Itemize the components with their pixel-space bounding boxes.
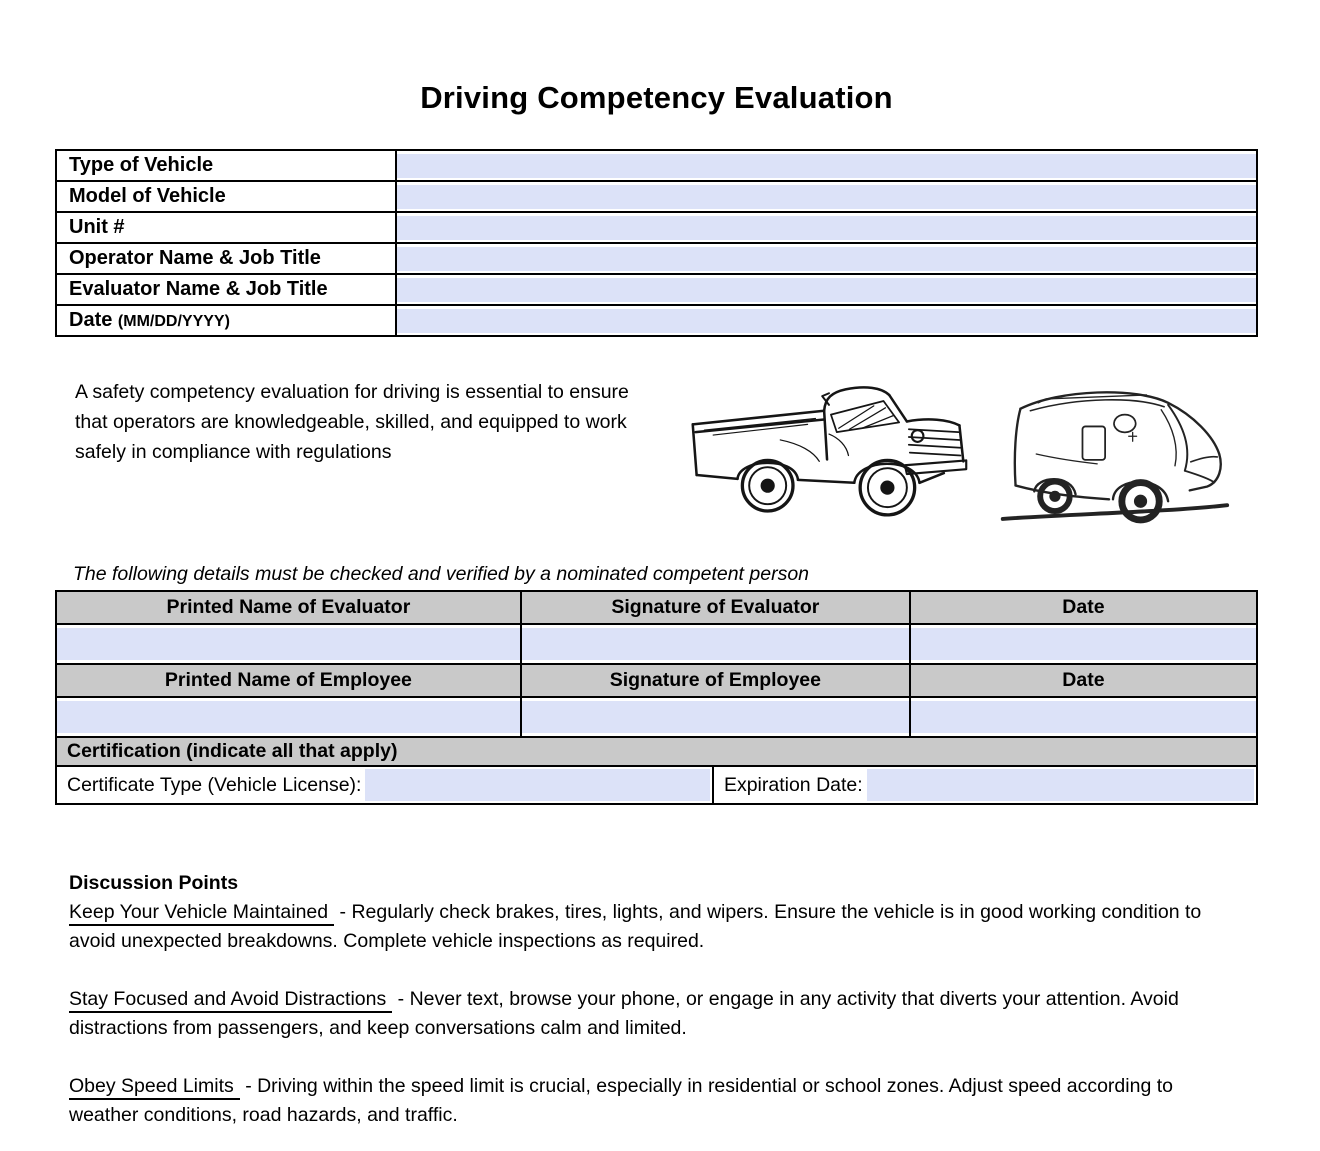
employee-printed-name-field[interactable] xyxy=(57,701,520,733)
evaluator-name-field[interactable] xyxy=(397,278,1256,302)
evaluator-signature-field[interactable] xyxy=(522,628,909,660)
certification-heading: Certification (indicate all that apply) xyxy=(56,737,1257,766)
label-date: Date (MM/DD/YYYY) xyxy=(56,305,396,336)
header-employee-date: Date xyxy=(910,664,1257,697)
signoff-table xyxy=(55,590,1258,805)
table-row-employee-values xyxy=(56,697,1257,737)
date-field[interactable] xyxy=(397,309,1256,333)
type-of-vehicle-field[interactable] xyxy=(397,154,1256,178)
header-evaluator-date: Date xyxy=(910,591,1257,624)
discussion-lead: Obey Speed Limits xyxy=(69,1075,240,1100)
discussion-point-distractions xyxy=(69,985,1228,1043)
certificate-type-field[interactable] xyxy=(365,769,709,801)
employee-date-field[interactable] xyxy=(911,701,1256,733)
expiration-date-label: Expiration Date: xyxy=(723,773,863,796)
operator-name-field[interactable] xyxy=(397,247,1256,271)
table-row xyxy=(56,274,1257,305)
table-row-evaluator-headers xyxy=(56,591,1257,624)
discussion-point-maintenance xyxy=(69,898,1228,956)
table-row-certification xyxy=(56,766,1257,804)
date-format-note: (MM/DD/YYYY) xyxy=(117,313,230,330)
table-row xyxy=(56,212,1257,243)
verification-note: The following details must be checked and verified by a nominated competent person xyxy=(73,563,810,585)
table-row xyxy=(56,305,1257,336)
unit-number-field[interactable] xyxy=(397,216,1256,240)
discussion-point-speed-limits xyxy=(69,1072,1228,1130)
table-row xyxy=(56,243,1257,274)
discussion-lead: Keep Your Vehicle Maintained xyxy=(69,901,334,926)
intro-section xyxy=(55,375,1258,545)
discussion-body: - Never text, browse your phone, or engage in any activity that diverts your attention. Avoid distractions from passengers, and keep conversations calm and limited. xyxy=(69,988,1179,1039)
label-type-of-vehicle: Type of Vehicle xyxy=(56,150,396,181)
evaluator-date-field[interactable] xyxy=(911,628,1256,660)
table-row-certification-heading xyxy=(56,737,1257,766)
table-row xyxy=(56,150,1257,181)
employee-signature-field[interactable] xyxy=(522,701,909,733)
label-evaluator-name: Evaluator Name & Job Title xyxy=(56,274,396,305)
table-row-evaluator-values xyxy=(56,624,1257,664)
table-row-employee-headers xyxy=(56,664,1257,697)
evaluator-printed-name-field[interactable] xyxy=(57,628,520,660)
discussion-section xyxy=(55,869,1258,1130)
vehicle-info-table xyxy=(55,149,1258,337)
discussion-lead: Stay Focused and Avoid Distractions xyxy=(69,988,392,1013)
page-title: Driving Competency Evaluation xyxy=(420,80,893,115)
intro-text: A safety competency evaluation for driving is essential to ensure that operators are knowledgeable, skilled, and equipped to work safely in compliance with regulations xyxy=(75,381,629,463)
label-operator-name: Operator Name & Job Title xyxy=(56,243,396,274)
table-row xyxy=(56,181,1257,212)
discussion-body: - Driving within the speed limit is crucial, especially in residential or school zones. Adjust speed according to weather conditions, road hazards, and traffic. xyxy=(69,1075,1173,1126)
header-printed-name-employee: Printed Name of Employee xyxy=(56,664,521,697)
header-printed-name-evaluator: Printed Name of Evaluator xyxy=(56,591,521,624)
header-signature-employee: Signature of Employee xyxy=(521,664,910,697)
discussion-body: - Regularly check brakes, tires, lights, and wipers. Ensure the vehicle is in good working condition to avoid unexpected breakdowns. Complete vehicle inspections as required. xyxy=(69,901,1202,952)
label-model-of-vehicle: Model of Vehicle xyxy=(56,181,396,212)
certificate-type-label: Certificate Type (Vehicle License): xyxy=(67,773,362,796)
header-signature-evaluator: Signature of Evaluator xyxy=(521,591,910,624)
label-unit-number: Unit # xyxy=(56,212,396,243)
discussion-heading: Discussion Points xyxy=(69,872,239,894)
van-icon xyxy=(989,375,1235,533)
model-of-vehicle-field[interactable] xyxy=(397,185,1256,209)
expiration-date-field[interactable] xyxy=(867,769,1254,801)
vehicle-illustrations xyxy=(683,375,1235,537)
pickup-truck-icon xyxy=(683,375,975,537)
